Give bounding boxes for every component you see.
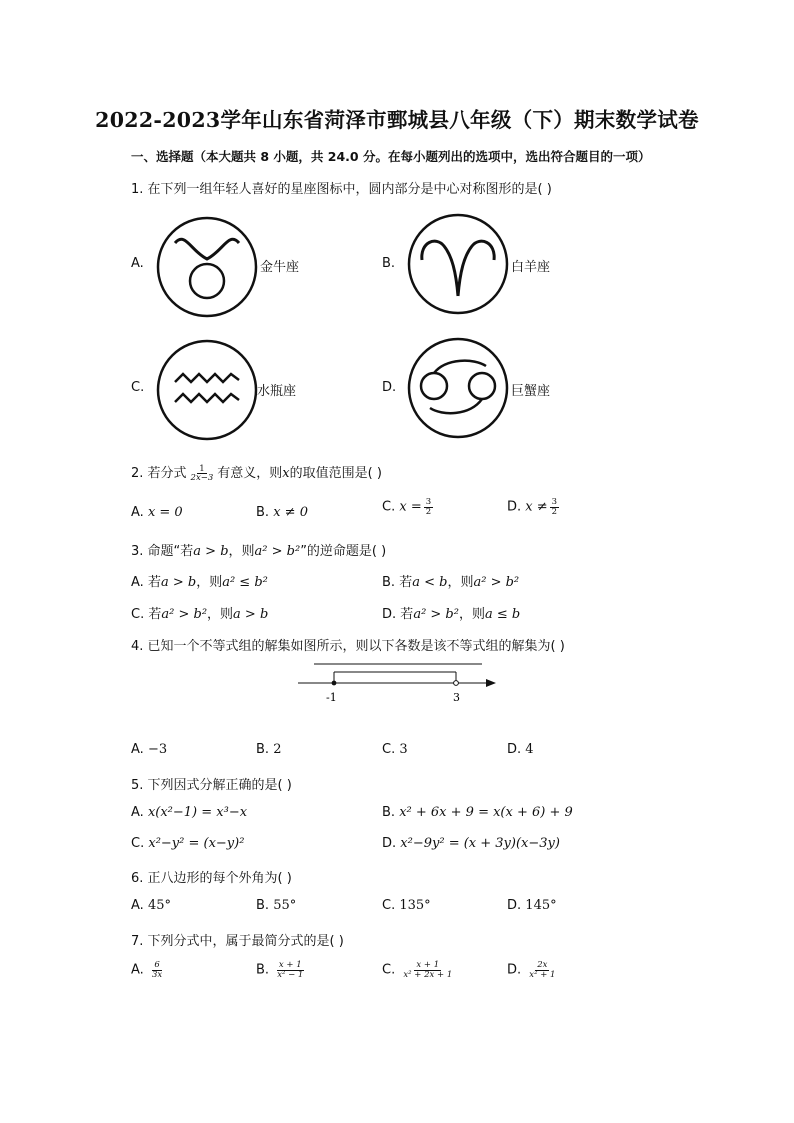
- q3-option-d: [382, 603, 520, 622]
- q3-option-b: [382, 571, 519, 590]
- q6-option-a-expr: 45°: [147, 898, 171, 913]
- q5-option-b-letter: B.: [382, 805, 396, 820]
- q2-option-a-expr: x = 0: [147, 505, 183, 520]
- q3-option-c: [131, 603, 268, 622]
- q3-option-a-mid: ，则: [196, 575, 223, 590]
- q6-option-b: [256, 898, 296, 913]
- q3-option-b-letter: B.: [382, 575, 396, 590]
- q7-option-b-letter: B.: [256, 962, 270, 978]
- q3-option-a-e2: a² ≤ b²: [222, 575, 268, 590]
- q6-option-c-expr: 135°: [399, 898, 431, 913]
- q7-option-d-frac: [527, 961, 557, 979]
- q4-option-c: [382, 742, 408, 757]
- question-3-stem: [131, 540, 386, 559]
- q6-option-a-letter: A.: [131, 898, 144, 913]
- q7-option-c: [382, 961, 456, 979]
- q2-option-d-expr: x ≠: [525, 499, 548, 515]
- q7-option-c-den: x² + 2x + 1: [403, 969, 453, 980]
- q4-option-d-letter: D.: [507, 742, 522, 757]
- q1-option-d-letter: D.: [382, 380, 397, 395]
- q6-option-d-letter: D.: [507, 898, 522, 913]
- q6-option-d-expr: 145°: [525, 898, 557, 913]
- q3-option-c-pre: 若: [148, 607, 162, 622]
- cancer-icon: [406, 336, 510, 440]
- q5-option-a: [131, 805, 247, 820]
- q7-option-a-num: 6: [154, 960, 160, 970]
- q2-option-b-expr: x ≠ 0: [273, 505, 308, 520]
- question-2-stem: [131, 462, 382, 483]
- number-line-diagram: [296, 655, 500, 707]
- q5-option-b-expr: x² + 6x + 9 = x(x + 6) + 9: [399, 805, 573, 820]
- q7-option-b-num: x + 1: [278, 960, 302, 970]
- q1-option-c-letter: C.: [131, 380, 145, 395]
- q1-option-a-letter: A.: [131, 256, 144, 271]
- q3-option-d-e2: a ≤ b: [484, 607, 521, 622]
- q5-option-c: [131, 836, 244, 851]
- q7-option-a-letter: A.: [131, 962, 144, 978]
- question-4-stem: 4. 已知一个不等式组的解集如图所示，则以下各数是该不等式组的解集为( ): [131, 639, 565, 654]
- q7-option-a-den: 3x: [151, 969, 163, 980]
- q2-option-c-frac: [424, 498, 433, 516]
- q2-option-c-letter: C.: [382, 499, 396, 515]
- q7-option-b: [256, 961, 307, 979]
- number-line-label-left: -1: [326, 691, 337, 704]
- q5-option-b: [382, 805, 573, 820]
- question-5-stem: 5. 下列因式分解正确的是( ): [131, 778, 292, 793]
- q4-option-b: [256, 742, 281, 757]
- q5-option-a-letter: A.: [131, 805, 144, 820]
- q4-option-c-expr: 3: [399, 742, 408, 757]
- q3-option-a: [131, 571, 268, 590]
- q2-stem-mid: 有意义，则: [217, 466, 283, 481]
- q5-option-c-expr: x²−y² = (x−y)²: [148, 836, 245, 851]
- q3-option-c-e1: a² > b²: [161, 607, 208, 622]
- q6-option-b-expr: 55°: [273, 898, 297, 913]
- q7-option-a-frac: [150, 961, 164, 979]
- section-heading: 一、选择题（本大题共 8 小题，共 24.0 分。在每小题列出的选项中，选出符合题目的一项）: [131, 149, 651, 164]
- q1-option-d-name: 巨蟹座: [511, 384, 551, 399]
- q5-option-d-expr: x²−9y² = (x + 3y)(x−3y): [400, 836, 560, 851]
- q2-variable: x: [282, 466, 290, 481]
- q2-stem-end: 的取值范围是( ): [289, 466, 382, 481]
- q5-option-a-expr: x(x²−1) = x³−x: [147, 805, 248, 820]
- q6-option-c: [382, 898, 431, 913]
- q5-option-d: [382, 836, 560, 851]
- q3-option-a-e1: a > b: [160, 575, 197, 590]
- q2-frac-num: 1: [199, 463, 205, 474]
- page-title: 2022-2023学年山东省菏泽市鄄城县八年级（下）期末数学试卷: [95, 108, 699, 132]
- q7-option-d-letter: D.: [507, 962, 522, 978]
- q3-option-d-pre: 若: [400, 607, 414, 622]
- q3-option-b-e2: a² > b²: [473, 575, 520, 590]
- q2-fraction: [189, 465, 216, 483]
- q3-option-b-pre: 若: [399, 575, 413, 590]
- q3-option-a-pre: 若: [147, 575, 161, 590]
- q3-stem-start: 3. 命题“若: [131, 544, 194, 559]
- q2-option-d-num: 3: [551, 497, 558, 507]
- q2-option-a-letter: A.: [131, 505, 144, 520]
- q3-expr-1: a > b: [193, 544, 229, 559]
- q7-option-d-den: x² + 1: [529, 969, 556, 980]
- q3-option-c-mid: ，则: [207, 607, 234, 622]
- question-6-stem: 6. 正八边形的每个外角为( ): [131, 871, 292, 886]
- q7-option-b-frac: [275, 961, 305, 979]
- q5-option-c-letter: C.: [131, 836, 145, 851]
- q3-option-a-letter: A.: [131, 575, 144, 590]
- question-7-stem: 7. 下列分式中，属于最简分式的是( ): [131, 934, 344, 949]
- q3-stem-mid: ，则: [228, 544, 255, 559]
- q3-option-b-e1: a < b: [412, 575, 448, 590]
- q7-option-c-frac: [401, 961, 454, 979]
- number-line-label-right: 3: [453, 691, 460, 704]
- aquarius-icon: [155, 338, 259, 442]
- q3-option-c-e2: a > b: [233, 607, 269, 622]
- q2-option-d-letter: D.: [507, 499, 522, 515]
- q2-option-d-den: 2: [551, 506, 558, 517]
- q2-frac-den: 2x−3: [190, 473, 214, 483]
- q4-option-a-letter: A.: [131, 742, 144, 757]
- q7-option-b-den: x² − 1: [277, 969, 304, 980]
- q2-option-a: [131, 505, 183, 520]
- q2-option-b-letter: B.: [256, 505, 270, 520]
- q7-option-a: [131, 961, 166, 979]
- q7-option-d-num: 2x: [537, 960, 548, 970]
- q4-option-d: [507, 742, 534, 757]
- q4-option-a-expr: −3: [147, 742, 168, 757]
- q2-option-c: [382, 498, 435, 516]
- q2-option-d: [507, 498, 561, 516]
- q1-option-b-letter: B.: [382, 256, 396, 271]
- q7-option-c-num: x + 1: [416, 960, 440, 970]
- q4-option-a: [131, 742, 167, 757]
- q2-option-b: [256, 505, 308, 520]
- q3-option-c-letter: C.: [131, 607, 145, 622]
- q3-option-d-letter: D.: [382, 607, 397, 622]
- q5-option-d-letter: D.: [382, 836, 397, 851]
- taurus-icon: [155, 215, 259, 319]
- q3-expr-2: a² > b²: [254, 544, 301, 559]
- q2-option-c-num: 3: [425, 497, 432, 507]
- q3-option-b-mid: ，则: [447, 575, 474, 590]
- q2-option-c-den: 2: [425, 506, 432, 517]
- q1-option-b-name: 白羊座: [511, 260, 551, 275]
- q6-option-d: [507, 898, 557, 913]
- q2-option-c-expr: x =: [399, 499, 422, 515]
- q3-option-d-e1: a² > b²: [413, 607, 459, 622]
- q4-option-d-expr: 4: [525, 742, 534, 757]
- aries-icon: [406, 212, 510, 316]
- q1-option-a-name: 金牛座: [260, 260, 300, 275]
- q4-option-c-letter: C.: [382, 742, 396, 757]
- q6-option-b-letter: B.: [256, 898, 270, 913]
- q2-option-d-frac: [550, 498, 559, 516]
- q7-option-c-letter: C.: [382, 962, 396, 978]
- q2-stem-start: 2. 若分式: [131, 466, 187, 481]
- q6-option-a: [131, 898, 171, 913]
- q4-option-b-letter: B.: [256, 742, 270, 757]
- q4-option-b-expr: 2: [273, 742, 282, 757]
- q1-option-c-name: 水瓶座: [257, 384, 297, 399]
- q6-option-c-letter: C.: [382, 898, 396, 913]
- question-1-stem: 1. 在下列一组年轻人喜好的星座图标中，圆内部分是中心对称图形的是( ): [131, 182, 552, 197]
- q7-option-d: [507, 961, 559, 979]
- q3-stem-end: ”的逆命题是( ): [300, 544, 387, 559]
- q3-option-d-mid: ，则: [458, 607, 485, 622]
